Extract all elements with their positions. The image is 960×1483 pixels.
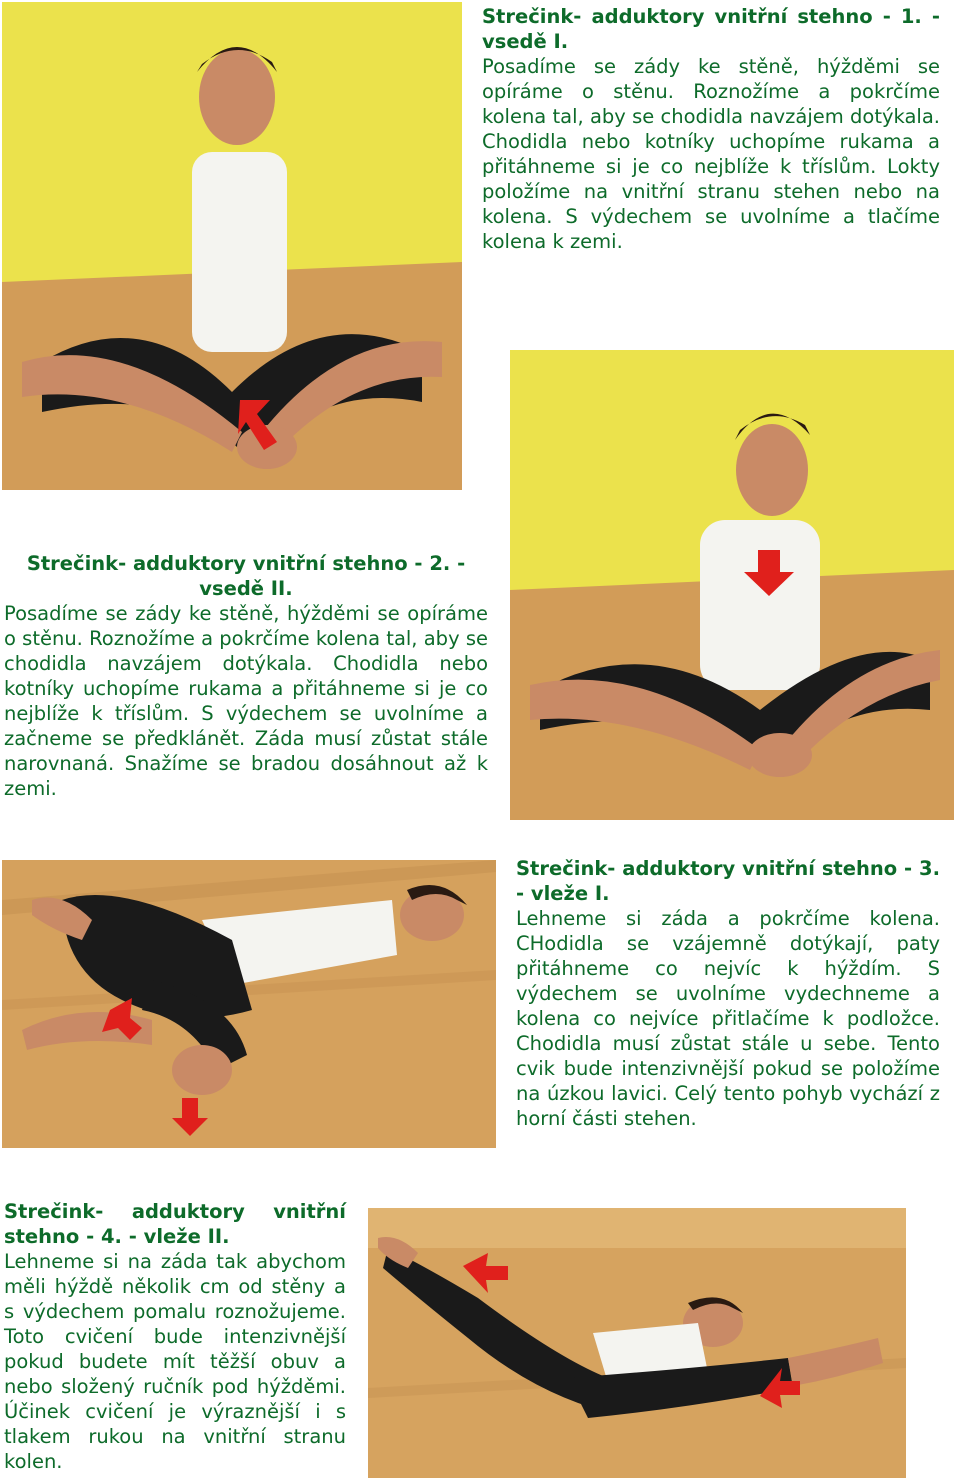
section-4-title: Strečink- adduktory vnitřní stehno - 4. - vleže II. bbox=[4, 1200, 346, 1248]
section-4-body: Lehneme si na záda tak abychom měli hýždě několik cm od stěny a s výdechem pomalu roznožujeme. Toto cvičení bude intenzivnější pokud budete mít těžší obuv a nebo složený ručník pod hýžděmi. Účinek cvičení je výraznější i s tlakem rukou na vnitřní stranu kolen. bbox=[4, 1250, 346, 1473]
section-1-title: Strečink- adduktory vnitřní stehno - 1. - vsedě I. bbox=[482, 5, 940, 53]
section-1-body: Posadíme se zády ke stěně, hýžděmi se opíráme o stěnu. Roznožíme a pokrčíme kolena tal, aby se chodidla navzájem dotýkala. Chodidla nebo kotníky uchopíme rukama a přitáhneme si je co nejblíže k tříslům. Lokty položíme na vnitřní stranu stehen nebo na kolena. S výdechem se uvolníme a tlačíme kolena k zemi. bbox=[482, 55, 940, 253]
section-3-text bbox=[516, 856, 940, 1131]
photo-seated-stretch-2 bbox=[510, 350, 954, 820]
section-3-title: Strečink- adduktory vnitřní stehno - 3. - vleže I. bbox=[516, 857, 940, 905]
photo-seated-stretch-1 bbox=[2, 2, 462, 490]
photo-lying-stretch-1 bbox=[2, 860, 496, 1148]
section-1-text bbox=[482, 4, 940, 254]
section-2-text bbox=[4, 551, 488, 801]
section-4-text bbox=[4, 1199, 346, 1474]
section-2-body: Posadíme se zády ke stěně, hýžděmi se opíráme o stěnu. Roznožíme a pokrčíme kolena tal, aby se chodidla navzájem dotýkala. Chodidla nebo kotníky uchopíme rukama a přitáhneme si je co nejblíže k tříslům. S výdechem se uvolníme a začneme se předklánět. Záda musí zůstat stále narovnaná. Snažíme se bradou dosáhnout až k zemi. bbox=[4, 602, 488, 800]
section-2-title: Strečink- adduktory vnitřní stehno - 2. - vsedě II. bbox=[26, 552, 466, 600]
photo-lying-stretch-2 bbox=[368, 1208, 906, 1478]
section-3-body: Lehneme si záda a pokrčíme kolena. CHodidla se vzájemně dotýkají, paty přitáhneme co nejvíc k hýždím. S výdechem se uvolníme vydechneme a kolena co nejvíce přitlačíme k podložce. Chodidla musí zůstat stále u sebe. Tento cvik bude intenzivnější pokud se položíme na úzkou lavici. Celý tento pohyb vychází z horní části stehen. bbox=[516, 907, 940, 1130]
